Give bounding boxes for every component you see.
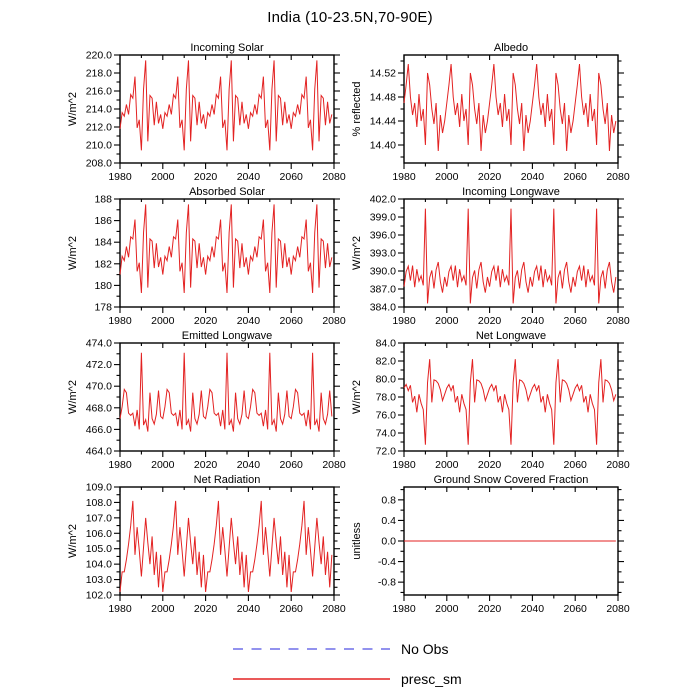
svg-text:% reflected: % reflected	[351, 81, 363, 137]
svg-text:2000: 2000	[435, 459, 459, 471]
svg-text:106.0: 106.0	[85, 527, 112, 540]
svg-text:2080: 2080	[606, 459, 630, 471]
svg-text:2000: 2000	[151, 171, 175, 183]
svg-text:1980: 1980	[392, 459, 416, 471]
svg-text:214.0: 214.0	[85, 103, 112, 116]
svg-text:14.48: 14.48	[369, 91, 396, 104]
chart-incoming-solar	[62, 43, 362, 195]
svg-text:84.0: 84.0	[375, 337, 396, 350]
svg-text:W/m^2: W/m^2	[351, 236, 363, 270]
svg-text:2060: 2060	[279, 171, 303, 183]
svg-text:109.0: 109.0	[85, 481, 112, 494]
svg-text:180: 180	[94, 279, 112, 292]
svg-text:80.0: 80.0	[375, 373, 396, 386]
svg-text:105.0: 105.0	[85, 543, 112, 556]
legend-label-presc-sm: presc_sm	[401, 671, 462, 687]
svg-text:2040: 2040	[236, 603, 261, 615]
incoming-longwave-plot	[346, 187, 646, 339]
svg-text:Net Radiation: Net Radiation	[193, 475, 261, 486]
svg-text:2020: 2020	[193, 459, 218, 471]
svg-text:14.52: 14.52	[369, 67, 396, 80]
svg-text:W/m^2: W/m^2	[67, 236, 79, 270]
svg-text:72.0: 72.0	[375, 445, 396, 458]
svg-text:14.40: 14.40	[369, 139, 396, 152]
svg-text:468.0: 468.0	[85, 402, 112, 415]
svg-text:1980: 1980	[392, 603, 416, 615]
incoming-solar-plot	[62, 43, 362, 195]
svg-text:402.0: 402.0	[369, 193, 396, 206]
svg-text:466.0: 466.0	[85, 423, 112, 436]
svg-text:-0.8: -0.8	[377, 576, 396, 589]
svg-text:108.0: 108.0	[85, 496, 112, 509]
svg-text:2000: 2000	[435, 603, 459, 615]
emitted-longwave-plot	[62, 331, 362, 483]
svg-text:2060: 2060	[563, 315, 587, 327]
svg-text:-0.4: -0.4	[377, 556, 396, 569]
svg-text:2020: 2020	[477, 315, 502, 327]
svg-text:2000: 2000	[151, 315, 175, 327]
svg-text:2020: 2020	[477, 171, 502, 183]
albedo-plot	[346, 43, 646, 195]
presc-sm-solid-line-swatch	[233, 674, 390, 684]
svg-text:216.0: 216.0	[85, 85, 112, 98]
svg-text:Emitted Longwave: Emitted Longwave	[181, 331, 273, 342]
net-longwave-plot	[346, 331, 646, 483]
svg-text:182: 182	[94, 258, 112, 271]
svg-text:393.0: 393.0	[369, 247, 396, 260]
svg-text:387.0: 387.0	[369, 283, 396, 296]
svg-text:184: 184	[94, 236, 112, 249]
legend-item-no-obs	[233, 634, 462, 664]
legend-label-no-obs: No Obs	[401, 641, 449, 657]
page-title: India (10-23.5N,70-90E)	[267, 9, 433, 26]
svg-text:W/m^2: W/m^2	[351, 380, 363, 414]
svg-text:1980: 1980	[108, 603, 132, 615]
svg-text:210.0: 210.0	[85, 139, 112, 152]
svg-text:399.0: 399.0	[369, 211, 396, 224]
svg-text:474.0: 474.0	[85, 337, 112, 350]
svg-text:2020: 2020	[193, 171, 218, 183]
chart-ground-snow-covered-fraction	[346, 475, 646, 627]
svg-text:2020: 2020	[477, 603, 502, 615]
svg-text:218.0: 218.0	[85, 67, 112, 80]
svg-text:0.4: 0.4	[381, 514, 396, 527]
svg-text:1980: 1980	[108, 171, 132, 183]
chart-net-longwave	[346, 331, 646, 483]
svg-text:186: 186	[94, 215, 112, 228]
svg-text:104.0: 104.0	[85, 558, 112, 571]
svg-text:470.0: 470.0	[85, 380, 112, 393]
svg-text:2080: 2080	[606, 315, 630, 327]
svg-text:Albedo: Albedo	[493, 43, 529, 54]
svg-text:2060: 2060	[279, 603, 303, 615]
svg-text:2000: 2000	[435, 315, 459, 327]
svg-text:396.0: 396.0	[369, 229, 396, 242]
svg-text:2080: 2080	[322, 315, 346, 327]
svg-text:107.0: 107.0	[85, 512, 112, 525]
svg-text:1980: 1980	[108, 459, 132, 471]
svg-text:2080: 2080	[322, 459, 346, 471]
svg-text:1980: 1980	[392, 315, 416, 327]
svg-text:188: 188	[94, 193, 112, 206]
chart-absorbed-solar	[62, 187, 362, 339]
svg-text:1980: 1980	[392, 171, 416, 183]
legend	[233, 634, 462, 694]
svg-text:Incoming Solar: Incoming Solar	[190, 43, 264, 54]
svg-text:14.44: 14.44	[369, 115, 396, 128]
svg-text:0.0: 0.0	[381, 535, 396, 548]
net-radiation-plot	[62, 475, 362, 627]
absorbed-solar-plot	[62, 187, 362, 339]
ground-snow-covered-fraction-plot	[346, 475, 646, 627]
svg-text:2060: 2060	[563, 459, 587, 471]
svg-text:390.0: 390.0	[369, 265, 396, 278]
svg-text:2040: 2040	[236, 171, 261, 183]
svg-text:2060: 2060	[279, 315, 303, 327]
chart-albedo	[346, 43, 646, 195]
svg-text:74.0: 74.0	[375, 427, 396, 440]
svg-text:2000: 2000	[151, 603, 175, 615]
svg-text:2020: 2020	[193, 315, 218, 327]
svg-text:2040: 2040	[520, 171, 545, 183]
svg-text:W/m^2: W/m^2	[67, 524, 79, 558]
svg-text:W/m^2: W/m^2	[67, 380, 79, 414]
svg-text:2040: 2040	[520, 603, 545, 615]
svg-text:464.0: 464.0	[85, 445, 112, 458]
svg-text:Incoming Longwave: Incoming Longwave	[462, 187, 560, 198]
svg-text:2000: 2000	[151, 459, 175, 471]
svg-text:2040: 2040	[520, 315, 545, 327]
svg-text:Ground Snow Covered Fraction: Ground Snow Covered Fraction	[433, 475, 589, 486]
svg-text:102.0: 102.0	[85, 589, 112, 602]
legend-item-presc-sm	[233, 664, 462, 694]
svg-text:Absorbed Solar: Absorbed Solar	[189, 187, 265, 198]
no-obs-dashed-line-swatch	[233, 644, 390, 654]
svg-text:W/m^2: W/m^2	[67, 92, 79, 126]
svg-text:220.0: 220.0	[85, 49, 112, 62]
svg-text:82.0: 82.0	[375, 355, 396, 368]
svg-text:212.0: 212.0	[85, 121, 112, 134]
svg-text:76.0: 76.0	[375, 409, 396, 422]
svg-text:2080: 2080	[322, 603, 346, 615]
svg-text:0.8: 0.8	[381, 494, 396, 507]
svg-text:472.0: 472.0	[85, 359, 112, 372]
svg-text:Net Longwave: Net Longwave	[475, 331, 547, 342]
svg-text:2020: 2020	[477, 459, 502, 471]
chart-emitted-longwave	[62, 331, 362, 483]
svg-text:unitless: unitless	[351, 522, 363, 560]
svg-text:2080: 2080	[606, 603, 630, 615]
chart-incoming-longwave	[346, 187, 646, 339]
svg-text:2000: 2000	[435, 171, 459, 183]
svg-text:2060: 2060	[563, 603, 587, 615]
svg-text:2060: 2060	[279, 459, 303, 471]
svg-text:178: 178	[94, 301, 112, 314]
svg-text:2060: 2060	[563, 171, 587, 183]
svg-text:2020: 2020	[193, 603, 218, 615]
svg-text:384.0: 384.0	[369, 301, 396, 314]
svg-text:2080: 2080	[606, 171, 630, 183]
svg-text:2040: 2040	[520, 459, 545, 471]
svg-text:1980: 1980	[108, 315, 132, 327]
svg-text:2040: 2040	[236, 459, 261, 471]
svg-text:208.0: 208.0	[85, 157, 112, 170]
svg-text:103.0: 103.0	[85, 574, 112, 587]
chart-net-radiation	[62, 475, 362, 627]
svg-text:2080: 2080	[322, 171, 346, 183]
svg-text:78.0: 78.0	[375, 391, 396, 404]
svg-text:2040: 2040	[236, 315, 261, 327]
